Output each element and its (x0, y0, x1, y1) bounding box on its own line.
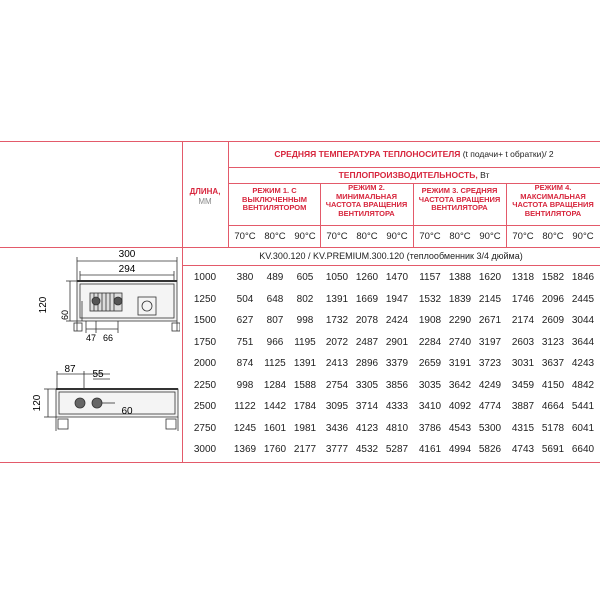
temperature-header: 70°C (326, 231, 348, 242)
heat-output-title: ТЕПЛОПРОИЗВОДИТЕЛЬНОСТЬ, (338, 170, 478, 180)
value-cell: 2424 (385, 315, 409, 326)
value-cell: 4315 (511, 422, 535, 434)
value-cell: 3714 (355, 401, 379, 412)
length-cell: 2500 (193, 401, 217, 412)
value-cell: 2174 (511, 315, 535, 326)
value-cell: 5691 (541, 444, 565, 455)
heat-output-header (228, 170, 600, 180)
value-cell: 4994 (448, 444, 472, 455)
value-cell: 3031 (511, 358, 535, 369)
model-line: KV.300.120 / KV.PREMIUM.300.120 (теплообменник 3/4 дюйма) (259, 251, 523, 261)
value-cell: 1746 (511, 293, 535, 305)
temperature-header: 70°C (234, 231, 256, 242)
heat-output-unit: Вт (480, 170, 490, 180)
value-cell: 4333 (385, 401, 409, 412)
temperature-header: 70°C (512, 231, 534, 242)
value-cell: 3379 (385, 358, 409, 369)
table-bottom-border (0, 462, 600, 463)
value-cell: 504 (236, 293, 254, 305)
value-cell: 1122 (234, 401, 256, 412)
value-cell: 6041 (571, 422, 595, 434)
column-divider (506, 183, 507, 247)
temperature-header: 80°C (449, 231, 471, 242)
length-cell: 2750 (193, 422, 217, 434)
value-cell: 1391 (293, 358, 317, 369)
value-cell: 3197 (478, 336, 502, 348)
value-cell: 1388 (448, 272, 472, 283)
value-cell: 2487 (355, 336, 379, 348)
value-cell: 2609 (541, 315, 565, 326)
length-cell: 1000 (193, 272, 217, 283)
value-cell: 966 (266, 336, 284, 348)
value-cell: 3856 (385, 379, 409, 391)
value-cell: 4243 (571, 358, 595, 369)
dim-width-inner: 294 (118, 264, 136, 275)
value-cell: 2290 (448, 315, 472, 326)
value-cell: 1620 (478, 272, 502, 283)
value-cell: 1732 (325, 315, 349, 326)
value-cell: 3095 (325, 401, 349, 412)
length-unit: ММ (198, 197, 212, 206)
temperature-header: 90°C (479, 231, 501, 242)
dim-height: 120 (38, 296, 49, 314)
avg-temp-header (228, 149, 600, 159)
value-cell: 2659 (418, 358, 442, 369)
value-cell: 2754 (325, 379, 349, 391)
value-cell: 2603 (511, 336, 535, 348)
length-label: ДЛИНА, (189, 187, 221, 196)
value-cell: 1784 (293, 401, 317, 412)
length-cell: 1500 (193, 315, 217, 326)
length-cell: 2250 (193, 379, 217, 391)
value-cell: 5287 (385, 444, 409, 455)
value-cell: 4842 (571, 379, 595, 391)
value-cell: 627 (236, 315, 254, 326)
value-cell: 3777 (325, 444, 349, 455)
header-divider (228, 225, 600, 226)
value-cell: 2177 (293, 444, 317, 455)
convector-top-drawing (30, 245, 180, 350)
dim-66: 66 (102, 333, 114, 343)
value-cell: 3723 (478, 358, 502, 369)
length-cell: 3000 (193, 444, 217, 455)
value-cell: 1981 (293, 422, 317, 434)
column-divider (320, 183, 321, 247)
value-cell: 1669 (355, 293, 379, 305)
value-cell: 3035 (418, 379, 442, 391)
length-cell: 1750 (193, 336, 217, 348)
length-header (182, 187, 228, 207)
value-cell: 6640 (571, 444, 595, 455)
value-cell: 2671 (478, 315, 502, 326)
value-cell: 4249 (478, 379, 502, 391)
header-divider (228, 167, 600, 168)
value-cell: 998 (236, 379, 254, 391)
dim-87: 87 (64, 365, 76, 375)
temperature-header: 80°C (356, 231, 378, 242)
value-cell: 1391 (325, 293, 349, 305)
value-cell: 1470 (385, 272, 409, 283)
value-cell: 2740 (448, 336, 472, 348)
value-cell: 2078 (355, 315, 379, 326)
temperature-header: 70°C (419, 231, 441, 242)
value-cell: 2896 (355, 358, 379, 369)
mode-4-header: РЕЖИМ 4. МАКСИМАЛЬНАЯ ЧАСТОТА ВРАЩЕНИЯ ВЕНТИЛЯТОРА (512, 183, 594, 218)
value-cell: 2901 (385, 336, 409, 348)
convector-side-drawing (30, 365, 180, 445)
value-cell: 2096 (541, 293, 565, 305)
value-cell: 1582 (541, 272, 565, 283)
value-cell: 1157 (419, 272, 441, 283)
mode-2-header: РЕЖИМ 2. МИНИМАЛЬНАЯ ЧАСТОТА ВРАЩЕНИЯ ВЕНТИЛЯТОРА (325, 183, 408, 218)
value-cell: 4774 (478, 401, 502, 412)
value-cell: 4664 (541, 401, 565, 412)
value-cell: 802 (296, 293, 314, 305)
value-cell: 4092 (448, 401, 472, 412)
value-cell: 4123 (355, 422, 379, 434)
value-cell: 3644 (571, 336, 595, 348)
value-cell: 5826 (478, 444, 502, 455)
value-cell: 3887 (511, 401, 535, 412)
temperature-header: 80°C (264, 231, 286, 242)
value-cell: 3459 (511, 379, 535, 391)
value-cell: 2072 (325, 336, 349, 348)
value-cell: 998 (296, 315, 314, 326)
value-cell: 3191 (448, 358, 472, 369)
temperature-header: 80°C (542, 231, 564, 242)
value-cell: 2145 (478, 293, 502, 305)
dim-height: 120 (32, 394, 43, 412)
temperature-header: 90°C (386, 231, 408, 242)
value-cell: 1947 (385, 293, 409, 305)
dim-60: 60 (121, 406, 133, 417)
value-cell: 489 (266, 272, 284, 283)
dim-width-outer: 300 (118, 249, 136, 260)
value-cell: 2413 (325, 358, 349, 369)
avg-temp-formula: (t подачи+ t обратки)/ 2 (462, 149, 554, 159)
value-cell: 1846 (571, 272, 595, 283)
value-cell: 4150 (541, 379, 565, 391)
value-cell: 3044 (571, 315, 595, 326)
value-cell: 4743 (511, 444, 535, 455)
value-cell: 3436 (325, 422, 349, 434)
value-cell: 1284 (263, 379, 287, 391)
value-cell: 1442 (263, 401, 287, 412)
value-cell: 4161 (418, 444, 442, 455)
value-cell: 1369 (233, 444, 257, 455)
table-top-border (0, 141, 600, 142)
value-cell: 3305 (355, 379, 379, 391)
value-cell: 4543 (448, 422, 472, 434)
length-cell: 2000 (193, 358, 217, 369)
value-cell: 1125 (264, 358, 286, 369)
value-cell: 4810 (385, 422, 409, 434)
value-cell: 1908 (418, 315, 442, 326)
temperature-header: 90°C (572, 231, 594, 242)
value-cell: 1760 (263, 444, 287, 455)
mode-1-header: РЕЖИМ 1. С ВЫКЛЮЧЕННЫМ ВЕНТИЛЯТОРОМ (242, 186, 307, 212)
value-cell: 2445 (571, 293, 595, 305)
value-cell: 380 (236, 272, 254, 283)
value-cell: 1601 (263, 422, 287, 434)
value-cell: 874 (236, 358, 254, 369)
value-cell: 2284 (418, 336, 442, 348)
temperature-header: 90°C (294, 231, 316, 242)
value-cell: 1588 (293, 379, 317, 391)
value-cell: 4532 (355, 444, 379, 455)
value-cell: 5300 (478, 422, 502, 434)
length-cell: 1250 (193, 293, 217, 305)
value-cell: 3123 (541, 336, 565, 348)
avg-temp-title: СРЕДНЯЯ ТЕМПЕРАТУРА ТЕПЛОНОСИТЕЛЯ (274, 149, 461, 159)
value-cell: 3786 (418, 422, 442, 434)
value-cell: 1245 (233, 422, 257, 434)
dim-47: 47 (85, 333, 97, 343)
value-cell: 5441 (571, 401, 595, 412)
value-cell: 3642 (448, 379, 472, 391)
dim-55: 55 (92, 369, 104, 380)
dim-60: 60 (60, 309, 70, 321)
value-cell: 1050 (325, 272, 349, 283)
value-cell: 648 (266, 293, 284, 305)
value-cell: 751 (236, 336, 254, 348)
value-cell: 1260 (355, 272, 379, 283)
value-cell: 1839 (448, 293, 472, 305)
value-cell: 1195 (294, 336, 316, 348)
mode-3-header: РЕЖИМ 3. СРЕДНЯЯ ЧАСТОТА ВРАЩЕНИЯ ВЕНТИЛЯТОРА (418, 186, 501, 212)
value-cell: 1532 (418, 293, 442, 305)
value-cell: 605 (296, 272, 314, 283)
value-cell: 3410 (418, 401, 442, 412)
value-cell: 1318 (511, 272, 535, 283)
column-divider (413, 183, 414, 247)
value-cell: 5178 (541, 422, 565, 434)
value-cell: 3637 (541, 358, 565, 369)
model-line-border (182, 265, 600, 266)
value-cell: 807 (266, 315, 284, 326)
